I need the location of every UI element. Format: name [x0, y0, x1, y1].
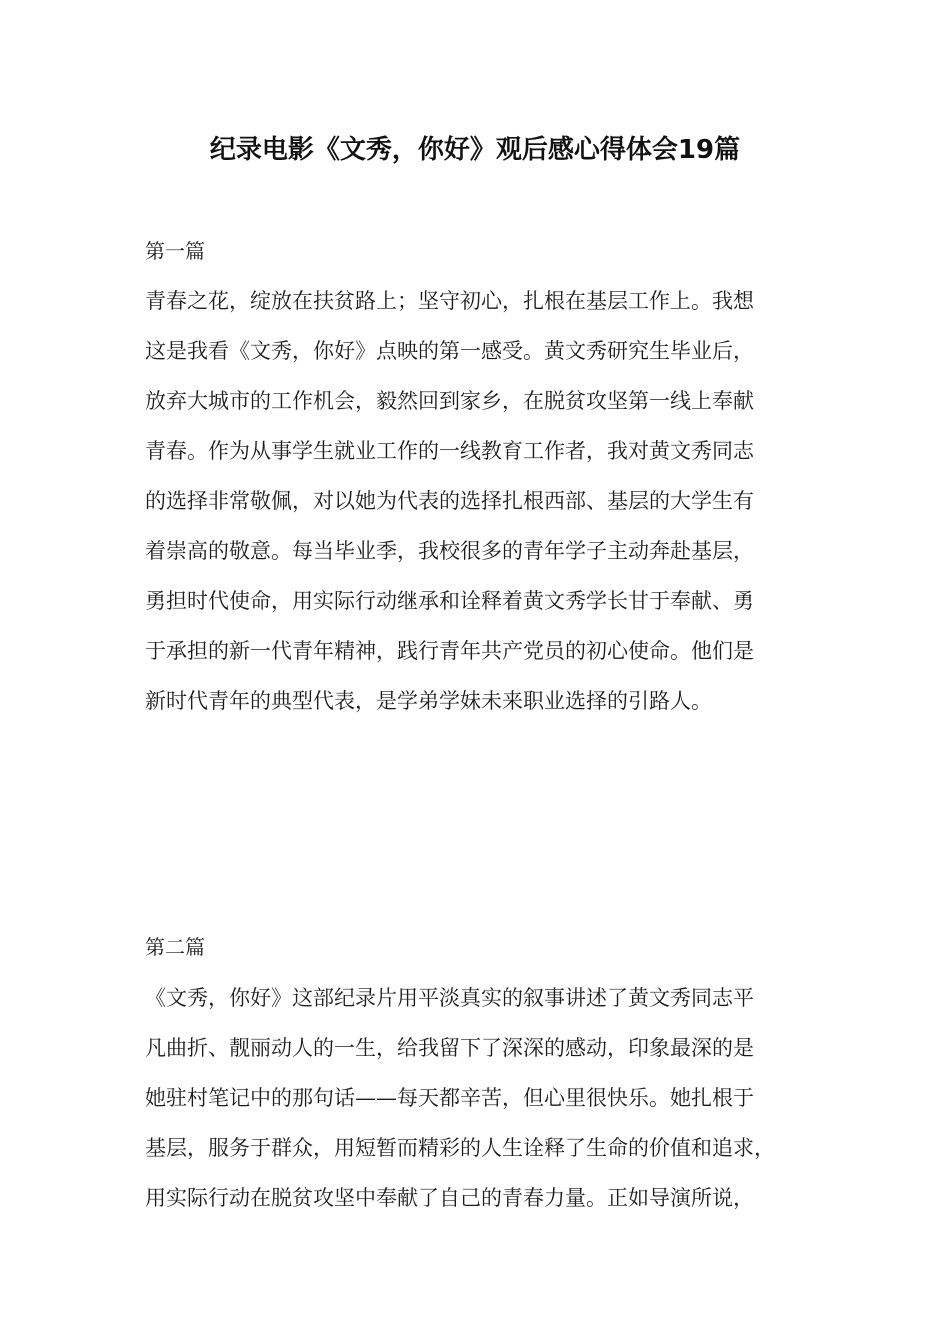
document-title: 纪录电影《文秀，你好》观后感心得体会19篇 — [209, 135, 741, 165]
section-1-paragraph — [145, 276, 825, 726]
paragraph-line: 《文秀，你好》这部纪录片用平淡真实的叙事讲述了黄文秀同志平 — [145, 986, 754, 1010]
paragraph-line: 用实际行动在脱贫攻坚中奉献了自己的青春力量。正如导演所说， — [145, 1186, 754, 1210]
paragraph-line: 的选择非常敬佩，对以她为代表的选择扎根西部、基层的大学生有 — [145, 489, 754, 513]
paragraph-line: 放弃大城市的工作机会，毅然回到家乡，在脱贫攻坚第一线上奉献 — [145, 389, 754, 413]
paragraph-line: 新时代青年的典型代表，是学弟学妹未来职业选择的引路人。 — [145, 689, 712, 713]
paragraph-line: 她驻村笔记中的那句话——每天都辛苦，但心里很快乐。她扎根于 — [145, 1086, 754, 1110]
paragraph-line: 青春之花，绽放在扶贫路上；坚守初心，扎根在基层工作上。我想 — [145, 289, 754, 313]
paragraph-line: 青春。作为从事学生就业工作的一线教育工作者，我对黄文秀同志 — [145, 439, 754, 463]
paragraph-line: 基层，服务于群众，用短暂而精彩的人生诠释了生命的价值和追求， — [145, 1136, 775, 1160]
section-heading-1: 第一篇 — [145, 239, 205, 263]
section-heading-2: 第二篇 — [145, 935, 205, 959]
section-2-paragraph — [145, 973, 825, 1223]
paragraph-line: 凡曲折、靓丽动人的一生，给我留下了深深的感动，印象最深的是 — [145, 1036, 754, 1060]
paragraph-line: 这是我看《文秀，你好》点映的第一感受。黄文秀研究生毕业后， — [145, 339, 754, 363]
paragraph-line: 着崇高的敬意。每当毕业季，我校很多的青年学子主动奔赴基层， — [145, 539, 754, 563]
paragraph-line: 于承担的新一代青年精神，践行青年共产党员的初心使命。他们是 — [145, 639, 754, 663]
paragraph-line: 勇担时代使命，用实际行动继承和诠释着黄文秀学长甘于奉献、勇 — [145, 589, 754, 613]
